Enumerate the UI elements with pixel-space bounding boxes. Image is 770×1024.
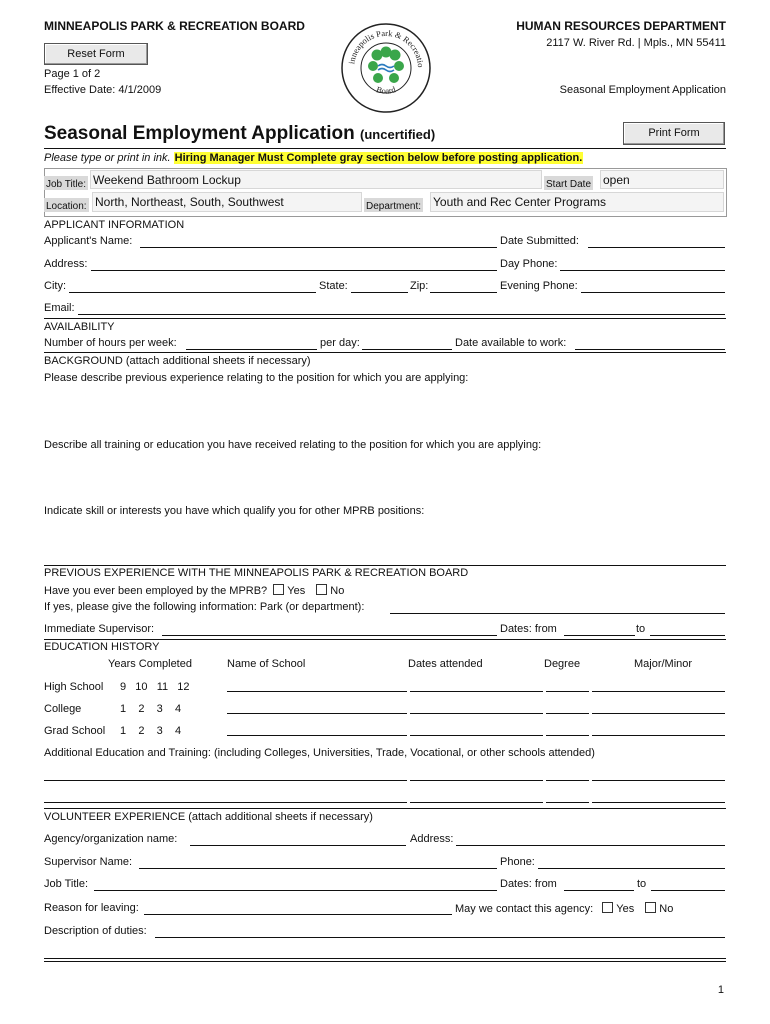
effective-date: Effective Date: 4/1/2009 [44, 84, 162, 96]
hiring-highlight: Hiring Manager Must Complete gray section below before posting application. [174, 152, 583, 164]
volunteer-dates-from-input[interactable] [564, 890, 634, 891]
page-number: 1 [717, 984, 724, 996]
contact-yes-label: Yes [616, 903, 635, 915]
contact-no-checkbox[interactable] [645, 902, 656, 913]
evening-phone-label: Evening Phone: [500, 280, 578, 292]
date-submitted-label: Date Submitted: [500, 235, 579, 247]
department-field[interactable]: Youth and Rec Center Programs [430, 192, 724, 212]
previous-experience-area[interactable] [44, 388, 725, 436]
start-date-field[interactable]: open [600, 170, 724, 189]
supervisor-name-input[interactable] [139, 868, 497, 869]
job-title-label: Job Title: [44, 176, 88, 190]
state-input[interactable] [351, 292, 408, 293]
agency-name-label: Agency/organization name: [44, 833, 178, 845]
immediate-supervisor-input[interactable] [162, 635, 497, 636]
address-input[interactable] [91, 270, 497, 271]
reason-leaving-label: Reason for leaving: [44, 902, 139, 914]
zip-input[interactable] [430, 292, 497, 293]
form-name-right: Seasonal Employment Application [559, 84, 726, 96]
volunteer-phone-input[interactable] [538, 868, 725, 869]
training-area[interactable] [44, 455, 725, 503]
college-dates-input[interactable] [410, 713, 543, 714]
state-label: State: [319, 280, 348, 292]
email-input[interactable] [78, 314, 725, 315]
additional-degree-2-input[interactable] [546, 802, 589, 803]
availability-heading: AVAILABILITY [44, 321, 115, 333]
dept-name: HUMAN RESOURCES DEPARTMENT [516, 19, 726, 33]
job-title-field[interactable]: Weekend Bathroom Lockup [90, 170, 542, 189]
instructions [44, 152, 583, 164]
contact-yes-checkbox[interactable] [602, 902, 613, 913]
dept-address: 2117 W. River Rd. | Mpls., MN 55411 [546, 37, 726, 49]
college-major-input[interactable] [592, 713, 725, 714]
employed-yes-checkbox[interactable] [273, 584, 284, 595]
per-day-label: per day: [320, 337, 360, 349]
skills-area[interactable] [44, 521, 725, 563]
education-row-label: Grad School [44, 725, 106, 737]
location-field[interactable]: North, Northeast, South, Southwest [92, 192, 362, 212]
per-day-input[interactable] [362, 349, 452, 350]
college-degree-input[interactable] [546, 713, 589, 714]
mprb-dates-from-label: Dates: from [500, 623, 557, 635]
title-main: Seasonal Employment Application [44, 123, 355, 144]
additional-major-2-input[interactable] [592, 802, 725, 803]
additional-major-1-input[interactable] [592, 780, 725, 781]
col-name-of-school: Name of School [227, 658, 306, 670]
volunteer-dates-from-label: Dates: from [500, 878, 557, 890]
seal-bottom-text: Board [375, 84, 397, 96]
agency-address-input[interactable] [456, 845, 725, 846]
volunteer-dates-to-label: to [637, 878, 647, 890]
park-department-label: If yes, please give the following information: Park (or department): [44, 601, 365, 613]
day-phone-label: Day Phone: [500, 258, 558, 270]
title-sub: (uncertified) [360, 127, 436, 142]
volunteer-phone-label: Phone: [500, 856, 535, 868]
department-label: Department: [364, 198, 423, 212]
mprb-dates-to-input[interactable] [650, 635, 725, 636]
address-label: Address: [44, 258, 88, 270]
date-available-input[interactable] [575, 349, 725, 350]
hours-per-week-label: Number of hours per week: [44, 337, 177, 349]
svg-text:Board [375, 84, 397, 96]
employed-yes-label: Yes [287, 585, 306, 597]
mprb-dates-to-label: to [636, 623, 646, 635]
duties-label: Description of duties: [44, 925, 147, 937]
background-heading: BACKGROUND (attach additional sheets if necessary) [44, 355, 311, 367]
agency-name-input[interactable] [190, 845, 406, 846]
reset-form-button[interactable]: Reset Form [44, 43, 148, 65]
additional-dates-1-input[interactable] [410, 780, 543, 781]
education-row-years: 1 2 3 4 [120, 725, 182, 737]
mprb-dates-from-input[interactable] [564, 635, 635, 636]
grad-school-name-input[interactable] [227, 735, 407, 736]
hours-per-week-input[interactable] [186, 349, 317, 350]
day-phone-input[interactable] [560, 270, 725, 271]
seal-top-text: inneapolis Park & Recreatio [346, 27, 427, 68]
col-dates-attended: Dates attended [408, 658, 483, 670]
grad-school-degree-input[interactable] [546, 735, 589, 736]
volunteer-job-title-input[interactable] [94, 890, 497, 891]
location-label: Location: [44, 198, 89, 212]
city-label: City: [44, 280, 66, 292]
previous-mprb-heading: PREVIOUS EXPERIENCE WITH THE MINNEAPOLIS PARK & RECREATION BOARD [44, 567, 469, 579]
education-row-label: High School [44, 681, 104, 693]
training-question: Describe all training or education you have received relating to the position for which you are applying: [44, 439, 542, 451]
additional-school-1-input[interactable] [44, 780, 407, 781]
date-available-label: Date available to work: [455, 337, 567, 349]
park-department-input[interactable] [390, 613, 725, 614]
volunteer-heading: VOLUNTEER EXPERIENCE (attach additional sheets if necessary) [44, 811, 373, 823]
volunteer-dates-to-input[interactable] [651, 890, 725, 891]
volunteer-job-title-label: Job Title: [44, 878, 89, 890]
page-of: Page 1 of 2 [44, 68, 101, 80]
col-degree: Degree [544, 658, 581, 670]
email-label: Email: [44, 302, 75, 314]
date-submitted-input[interactable] [588, 247, 725, 248]
additional-school-2-input[interactable] [44, 802, 407, 803]
page-title [44, 123, 435, 145]
applicant-name-input[interactable] [140, 247, 497, 248]
grad-school-major-input[interactable] [592, 735, 725, 736]
skills-question: Indicate skill or interests you have which qualify you for other MPRB positions: [44, 505, 425, 517]
employed-no-label: No [330, 585, 345, 597]
org-name: MINNEAPOLIS PARK & RECREATION BOARD [44, 19, 305, 33]
additional-degree-1-input[interactable] [546, 780, 589, 781]
applicant-name-label: Applicant's Name: [44, 235, 133, 247]
agency-address-label: Address: [410, 833, 454, 845]
education-row-label: College [44, 703, 82, 715]
mprb-seal-logo [340, 22, 432, 114]
education-heading: EDUCATION HISTORY [44, 641, 160, 653]
high-school-dates-input[interactable] [410, 691, 543, 692]
duties-input[interactable] [155, 937, 725, 938]
zip-label: Zip: [410, 280, 429, 292]
print-form-button[interactable]: Print Form [623, 122, 725, 145]
col-years-completed: Years Completed [108, 658, 192, 670]
supervisor-name-label: Supervisor Name: [44, 856, 133, 868]
immediate-supervisor-label: Immediate Supervisor: [44, 623, 155, 635]
education-row-years: 1 2 3 4 [120, 703, 182, 715]
college-name-input[interactable] [227, 713, 407, 714]
additional-education-label: Additional Education and Training: (including Colleges, Universities, Trade, Vocational, or other schools attended) [44, 747, 595, 759]
evening-phone-input[interactable] [581, 292, 725, 293]
instruction-text: Please type or print in ink. [44, 152, 171, 164]
contact-no-label: No [659, 903, 674, 915]
education-row-years: 9 10 11 12 [120, 681, 190, 693]
applicant-heading: APPLICANT INFORMATION [44, 219, 185, 231]
contact-agency-row [455, 902, 673, 915]
employed-no-checkbox[interactable] [316, 584, 327, 595]
grad-school-dates-input[interactable] [410, 735, 543, 736]
reason-leaving-input[interactable] [144, 914, 452, 915]
employed-mprb-question: Have you ever been employed by the MPRB? [44, 585, 268, 597]
city-input[interactable] [69, 292, 316, 293]
start-date-label: Start Date [544, 176, 593, 190]
col-major-minor: Major/Minor [634, 658, 693, 670]
high-school-major-input[interactable] [592, 691, 725, 692]
contact-agency-question: May we contact this agency: [455, 903, 594, 915]
high-school-name-input[interactable] [227, 691, 407, 692]
employed-mprb-row [44, 584, 344, 597]
high-school-degree-input[interactable] [546, 691, 589, 692]
previous-experience-question: Please describe previous experience relating to the position for which you are applying: [44, 372, 469, 384]
additional-dates-2-input[interactable] [410, 802, 543, 803]
